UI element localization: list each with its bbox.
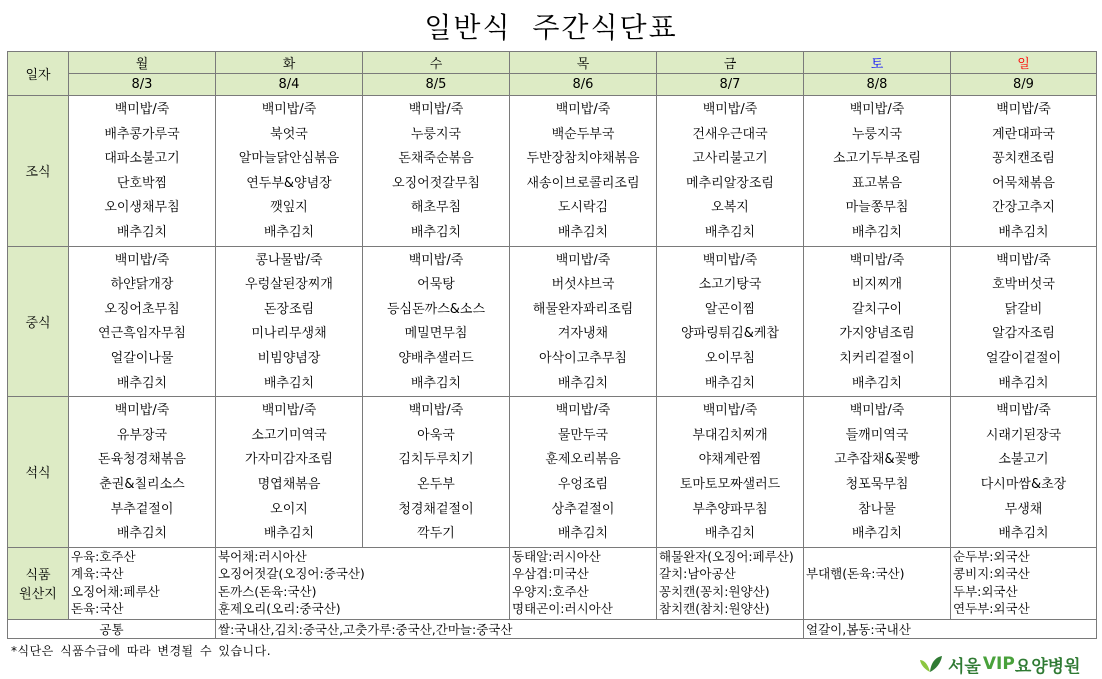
menu-item: 배추김치 (851, 526, 903, 542)
menu-item: 새송이브로콜리조림 (526, 175, 640, 191)
menu-item: 김치두루치기 (398, 452, 474, 468)
menu-item: 부추양파무침 (692, 501, 768, 517)
menu-item: 명엽채볶음 (257, 476, 321, 492)
menu-item: 배추김치 (851, 224, 903, 240)
origin-item: 부대햄(돈육:국산) (806, 566, 905, 582)
origin-item (806, 548, 950, 566)
page-title: 일반식 주간식단표 (424, 11, 678, 44)
menu-item: 백미밥/죽 (702, 403, 758, 419)
menu-item: 오복지 (711, 200, 749, 216)
menu-item: 깍두기 (417, 526, 455, 542)
menu-item: 백미밥/죽 (408, 102, 464, 117)
origin-cell (657, 547, 804, 619)
menu-item: 시래기된장국 (985, 427, 1062, 443)
day-header: 수 (363, 52, 510, 74)
lunch-cell (804, 246, 951, 397)
menu-item: 알마늘닭안심볶음 (238, 151, 340, 167)
day-header: 화 (216, 52, 363, 74)
menu-item: 등심돈까스&소스 (386, 301, 486, 317)
origin-item: 북어채:러시아산 (218, 548, 307, 564)
menu-item: 도시락김 (557, 200, 609, 216)
menu-item: 하얀닭개장 (110, 277, 174, 293)
menu-item: 단호박찜 (116, 175, 168, 191)
lunch-cell (69, 246, 216, 397)
lunch-cell (363, 246, 510, 397)
origin-item (806, 600, 950, 618)
menu-item: 훈제오리볶음 (545, 452, 621, 468)
menu-item: 배추김치 (116, 526, 168, 542)
origin-item: 돈육:국산 (71, 601, 124, 617)
menu-item: 알곤이찜 (704, 301, 756, 317)
menu-item: 백미밥/죽 (114, 102, 170, 117)
menu-item: 배추김치 (998, 224, 1049, 240)
menu-item: 배추김치 (998, 526, 1049, 542)
date-header: 8/6 (510, 74, 657, 96)
weekly-menu-table (7, 51, 1097, 639)
menu-item: 버섯샤브국 (551, 277, 615, 293)
menu-item: 배추김치 (704, 224, 756, 240)
common-origin: 쌀:국내산,김치:중국산,고춧가루:중국산,간마늘:중국산 (216, 619, 804, 638)
origin-cell (951, 547, 1097, 619)
menu-item: 갈치구이 (851, 301, 903, 317)
menu-item: 백미밥/죽 (849, 102, 905, 117)
breakfast-cell (69, 96, 216, 247)
menu-item: 오징어초무침 (104, 301, 180, 317)
menu-item: 백미밥/죽 (114, 403, 170, 419)
menu-item: 깻잎지 (270, 200, 308, 216)
menu-item: 배추김치 (998, 375, 1049, 391)
menu-item: 우엉조림 (557, 476, 609, 492)
origin-item: 계육:국산 (71, 566, 124, 582)
menu-item: 백미밥/죽 (996, 252, 1051, 268)
menu-item: 우렁살된장찌개 (245, 277, 333, 293)
menu-item: 배추김치 (263, 375, 315, 391)
day-header: 월 (69, 52, 216, 74)
lunch-cell (216, 246, 363, 397)
menu-item: 백미밥/죽 (408, 252, 464, 268)
origin-cell (216, 547, 510, 619)
menu-item: 배추콩가루국 (104, 126, 180, 142)
menu-item: 배추김치 (704, 526, 756, 542)
menu-item: 배추김치 (410, 224, 462, 240)
lunch-row (8, 246, 1097, 397)
menu-item: 연근흑임자무침 (98, 326, 186, 342)
menu-item: 해물완자꽈리조림 (532, 301, 634, 317)
menu-item: 돈장조림 (263, 301, 315, 317)
menu-item: 백미밥/죽 (996, 102, 1051, 117)
menu-item: 돈육청경채볶음 (98, 452, 186, 468)
origin-item: 콩비지:외국산 (953, 566, 1030, 582)
lunch-cell (951, 246, 1097, 397)
common-row (8, 619, 1097, 638)
date-label: 일자 (8, 52, 69, 96)
menu-item: 대파소불고기 (104, 151, 180, 167)
day-header: 토 (804, 52, 951, 74)
origin-cell (804, 547, 951, 619)
menu-item: 간장고추지 (992, 200, 1055, 216)
lunch-label: 중식 (8, 246, 69, 397)
menu-item: 양배추샐러드 (398, 350, 474, 366)
breakfast-cell (951, 96, 1097, 247)
menu-item: 소불고기 (998, 452, 1049, 468)
origin-item: 명태곤이:러시아산 (512, 601, 613, 617)
menu-item: 가지양념조림 (839, 326, 915, 342)
date-header: 8/9 (951, 74, 1097, 96)
origin-item: 우양지:호주산 (512, 583, 589, 599)
menu-item: 마늘쫑무침 (845, 200, 909, 216)
origin-item: 참치캔(참치:원양산) (659, 601, 770, 617)
origin-row (8, 547, 1097, 619)
origin-item: 동태알:러시아산 (512, 548, 601, 564)
dinner-cell (69, 397, 216, 548)
menu-item: 배추김치 (557, 224, 609, 240)
day-header: 일 (951, 52, 1097, 74)
dinner-label: 석식 (8, 397, 69, 548)
menu-item: 해초무침 (410, 200, 462, 216)
menu-item: 참나물 (858, 501, 896, 517)
menu-item: 건새우근대국 (692, 126, 768, 142)
date-header: 8/3 (69, 74, 216, 96)
lunch-cell (510, 246, 657, 397)
menu-item: 표고볶음 (851, 175, 903, 191)
origin-item: 꽁치캔(꽁치:원양산) (659, 583, 770, 599)
menu-item: 호박버섯국 (992, 277, 1055, 293)
leaf-logo-icon (918, 654, 944, 674)
origin-cell (69, 547, 216, 619)
menu-item: 백미밥/죽 (996, 403, 1051, 419)
date-header: 8/4 (216, 74, 363, 96)
menu-item: 물만두국 (557, 427, 609, 443)
menu-item: 소고기미역국 (251, 427, 327, 443)
menu-item: 계란대파국 (992, 126, 1055, 142)
menu-item: 백미밥/죽 (555, 102, 611, 117)
menu-item: 다시마쌈&초장 (980, 476, 1067, 492)
menu-item: 배추김치 (116, 375, 168, 391)
menu-item: 아삭이고추무침 (539, 350, 627, 366)
day-header: 목 (510, 52, 657, 74)
breakfast-cell (657, 96, 804, 247)
breakfast-label: 조식 (8, 96, 69, 247)
common-label: 공통 (8, 619, 216, 638)
origin-item: 갈치:남아공산 (659, 566, 736, 582)
breakfast-cell (216, 96, 363, 247)
origin-item: 오징어채:페루산 (71, 583, 160, 599)
menu-item: 누룽지국 (851, 126, 903, 142)
menu-item: 유부장국 (116, 427, 168, 443)
menu-item: 춘권&칠리소스 (99, 476, 185, 492)
origin-item (806, 583, 950, 601)
menu-item: 백미밥/죽 (849, 252, 905, 268)
menu-item: 소고기두부조림 (833, 151, 921, 167)
menu-item: 콩나물밥/죽 (255, 252, 323, 268)
origin-item: 훈제오리(오리:중국산) (218, 601, 341, 617)
lunch-cell (657, 246, 804, 397)
origin-item: 우삼겹:미국산 (512, 566, 589, 582)
dinner-cell (216, 397, 363, 548)
brand-suffix: 요양병원 (1014, 656, 1081, 677)
day-header-row (8, 52, 1097, 74)
menu-item: 아욱국 (417, 427, 455, 443)
menu-item: 두반장참치야채볶음 (526, 151, 640, 167)
menu-item: 배추김치 (557, 526, 609, 542)
menu-item: 청포묵무침 (845, 476, 909, 492)
menu-item: 치커리겉절이 (839, 350, 915, 366)
menu-item: 배추김치 (263, 526, 315, 542)
menu-item: 양파링튀김&케찹 (680, 326, 780, 342)
menu-item: 백미밥/죽 (849, 403, 905, 419)
menu-item: 오이무침 (704, 350, 756, 366)
menu-item: 백미밥/죽 (555, 252, 611, 268)
menu-item: 야채계란찜 (698, 452, 762, 468)
origin-item: 순두부:외국산 (953, 548, 1030, 564)
day-header: 금 (657, 52, 804, 74)
menu-item: 온두부 (417, 476, 455, 492)
date-header: 8/8 (804, 74, 951, 96)
menu-item: 메추리알장조림 (686, 175, 774, 191)
dinner-row (8, 397, 1097, 548)
origin-item: 우육:호주산 (71, 548, 136, 564)
brand-vip: VIP (982, 654, 1015, 674)
menu-item: 백미밥/죽 (114, 252, 170, 268)
menu-item: 부대김치찌개 (692, 427, 768, 443)
menu-item: 누룽지국 (410, 126, 462, 142)
menu-item: 청경채겉절이 (398, 501, 474, 517)
date-header-row (8, 74, 1097, 96)
menu-item: 겨자냉채 (557, 326, 609, 342)
menu-item: 고사리불고기 (692, 151, 768, 167)
breakfast-cell (510, 96, 657, 247)
origin-item: 돈까스(돈육:국산) (218, 583, 317, 599)
origin-item: 두부:외국산 (953, 583, 1018, 599)
menu-item: 백미밥/죽 (702, 102, 758, 117)
brand-prefix: 서울 (948, 656, 981, 677)
menu-item: 연두부&양념장 (246, 175, 332, 191)
menu-item: 백순두부국 (551, 126, 615, 142)
menu-item: 비지찌개 (851, 277, 903, 293)
menu-item: 어묵채볶음 (992, 175, 1055, 191)
menu-item: 배추김치 (263, 224, 315, 240)
menu-item: 꽁치캔조림 (992, 151, 1055, 167)
menu-item: 비빔양념장 (257, 350, 321, 366)
menu-item: 닭갈비 (1004, 301, 1043, 317)
origin-item: 오징어젓갈(오징어:중국산) (218, 566, 365, 582)
breakfast-cell (804, 96, 951, 247)
breakfast-row (8, 96, 1097, 247)
origin-item: 해물완자(오징어:페루산) (659, 548, 794, 564)
origin-cell (510, 547, 657, 619)
menu-item: 백미밥/죽 (702, 252, 758, 268)
menu-item: 미나리무생채 (251, 326, 327, 342)
menu-item: 부추겉절이 (110, 501, 174, 517)
menu-item: 얼갈이겉절이 (985, 350, 1062, 366)
menu-item: 들깨미역국 (845, 427, 909, 443)
menu-item: 어묵탕 (417, 277, 455, 293)
menu-item: 배추김치 (410, 375, 462, 391)
menu-item: 백미밥/죽 (261, 102, 317, 117)
menu-item: 오이지 (270, 501, 308, 517)
menu-item: 고추잡채&꽃빵 (834, 452, 920, 468)
dinner-cell (363, 397, 510, 548)
menu-item: 배추김치 (851, 375, 903, 391)
footnote: *식단은 식품수급에 따라 변경될 수 있습니다. (11, 644, 272, 658)
menu-item: 가자미감자조림 (245, 452, 333, 468)
menu-item: 상추겉절이 (551, 501, 615, 517)
breakfast-cell (363, 96, 510, 247)
hospital-logo (918, 652, 1098, 676)
date-header: 8/7 (657, 74, 804, 96)
dinner-cell (510, 397, 657, 548)
origin-item: 연두부:외국산 (953, 601, 1030, 617)
menu-item: 무생채 (1004, 501, 1043, 517)
menu-item: 알감자조림 (992, 326, 1055, 342)
date-header: 8/5 (363, 74, 510, 96)
menu-item: 배추김치 (557, 375, 609, 391)
menu-item: 배추김치 (116, 224, 168, 240)
common-origin-extra: 얼갈이,봄동:국내산 (804, 619, 1097, 638)
menu-item: 백미밥/죽 (408, 403, 464, 419)
menu-item: 백미밥/죽 (261, 403, 317, 419)
dinner-cell (657, 397, 804, 548)
menu-item: 돈채죽순볶음 (398, 151, 474, 167)
menu-item: 얼갈이나물 (110, 350, 174, 366)
menu-item: 오이생채무침 (104, 200, 180, 216)
dinner-cell (804, 397, 951, 548)
menu-item: 북엇국 (270, 126, 308, 142)
menu-item: 배추김치 (704, 375, 756, 391)
menu-item: 백미밥/죽 (555, 403, 611, 419)
menu-item: 소고기탕국 (698, 277, 762, 293)
menu-item: 오징어젓갈무침 (392, 175, 480, 191)
menu-item: 메밀면무침 (404, 326, 468, 342)
dinner-cell (951, 397, 1097, 548)
origin-label: 식품 원산지 (8, 547, 69, 619)
menu-item: 토마토모짜샐러드 (679, 476, 781, 492)
